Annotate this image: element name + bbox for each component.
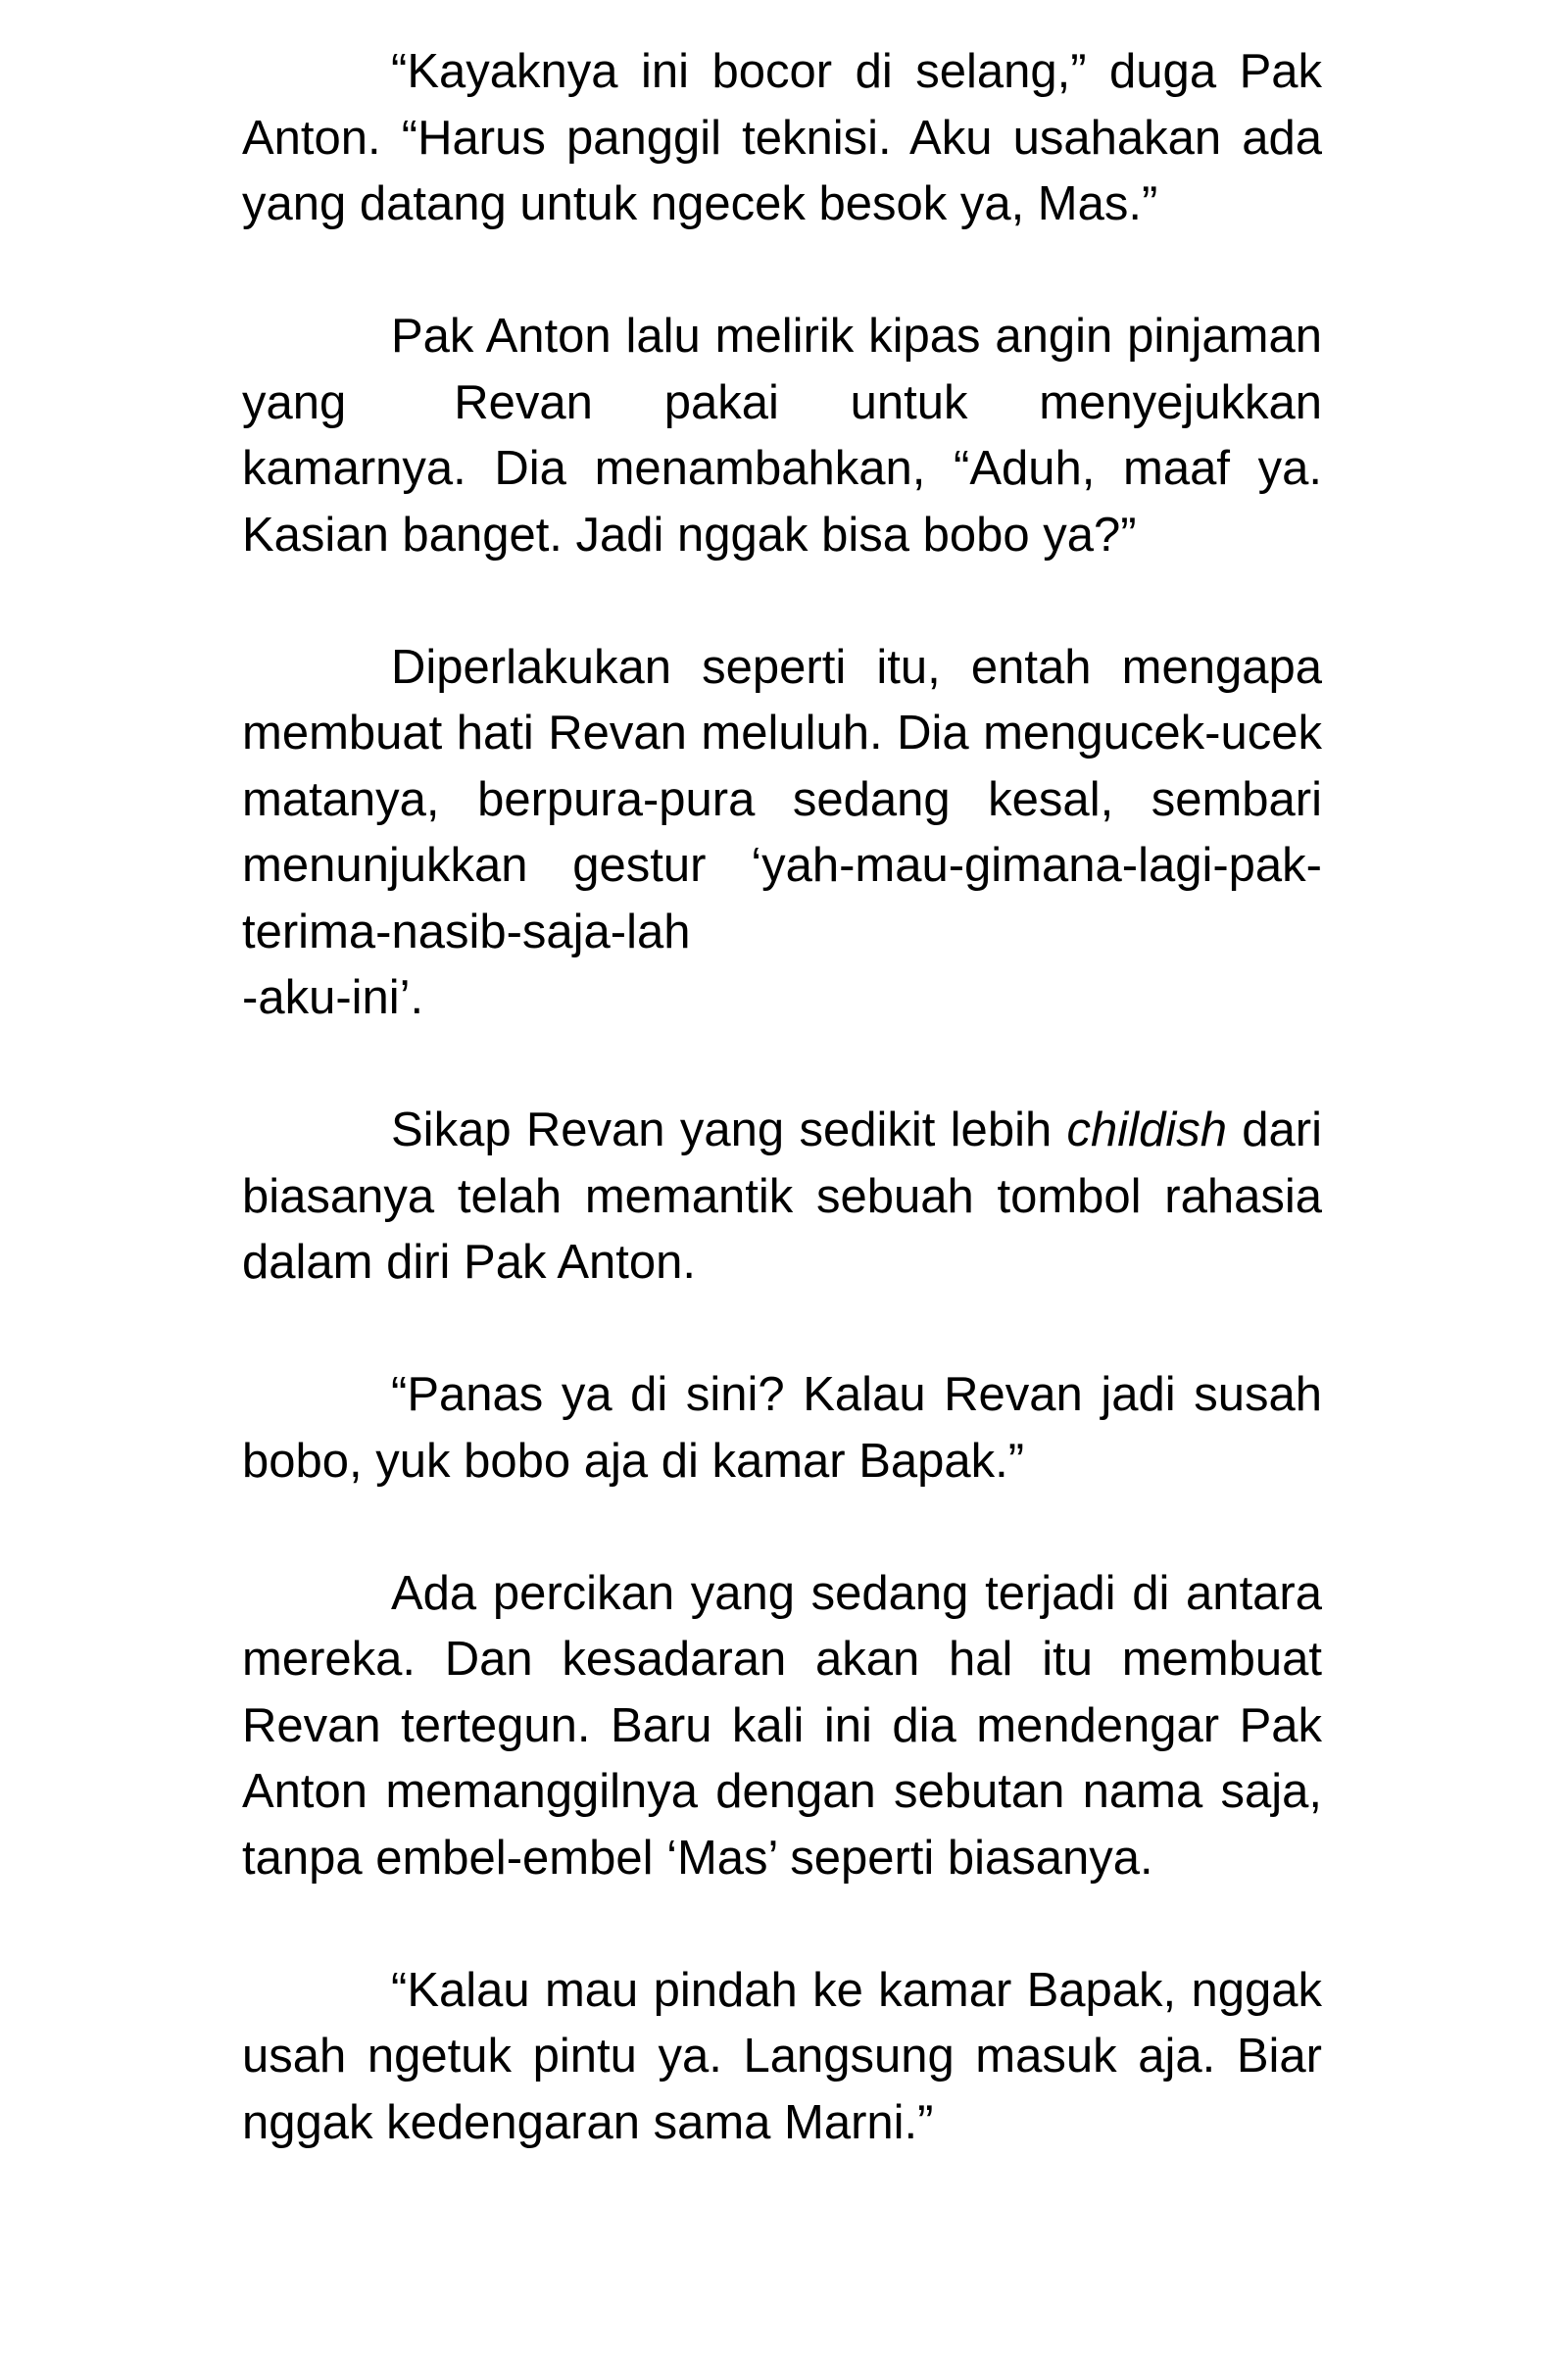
paragraph-3-tail: -aku-ini’. [242, 971, 424, 1024]
paragraph-3-text: Diperlakukan seperti itu, entah mengapa membuat hati Revan meluluh. Dia mengucek-ucek matanya, berpura-pura sedang kesal, sembari menunjukkan gestur ‘yah-mau-gimana-lagi-pak-terima-nasib-saja-lah [242, 640, 1322, 958]
paragraph-1 [242, 39, 1322, 238]
paragraph-5-text: “Panas ya di sini? Kalau Revan jadi susah bobo, yuk bobo aja di kamar Bapak.” [242, 1368, 1322, 1488]
paragraph-2 [242, 304, 1322, 568]
paragraph-3 [242, 635, 1322, 1032]
paragraph-4-text-before-italic: Sikap Revan yang sedikit lebih [391, 1103, 1067, 1156]
paragraph-2-text-after-gap: Revan pakai untuk menyejukkan kamarnya. Dia menambahkan, “Aduh, maaf ya. Kasian banget. Jadi nggak bisa bobo ya?” [242, 375, 1322, 562]
paragraph-4 [242, 1098, 1322, 1297]
paragraph-7 [242, 1958, 1322, 2157]
paragraph-1-text: “Kayaknya ini bocor di selang,” duga Pak Anton. “Harus panggil teknisi. Aku usahakan ada yang datang untuk ngecek besok ya, Mas.” [242, 45, 1322, 230]
paragraph-5 [242, 1362, 1322, 1495]
paragraph-4-italic-word: childish [1066, 1103, 1227, 1156]
paragraph-7-text: “Kalau mau pindah ke kamar Bapak, nggak usah ngetuk pintu ya. Langsung masuk aja. Biar nggak kedengaran sama Marni.” [242, 1963, 1322, 2149]
paragraph-4-text-after-italic: dari biasanya telah memantik sebuah tombol rahasia dalam diri Pak Anton. [242, 1103, 1323, 1289]
document-page [242, 39, 1322, 2156]
paragraph-6-text: Ada percikan yang sedang terjadi di antara mereka. Dan kesadaran akan hal itu membuat Revan tertegun. Baru kali ini dia mendengar Pak Anton memanggilnya dengan sebutan nama saja, tanpa embel-embel ‘Mas’ seperti biasanya. [242, 1566, 1322, 1885]
paragraph-6 [242, 1561, 1322, 1892]
paragraph-2-text-before-gap: Pak Anton lalu melirik kipas angin pinjaman yang [242, 310, 1322, 429]
